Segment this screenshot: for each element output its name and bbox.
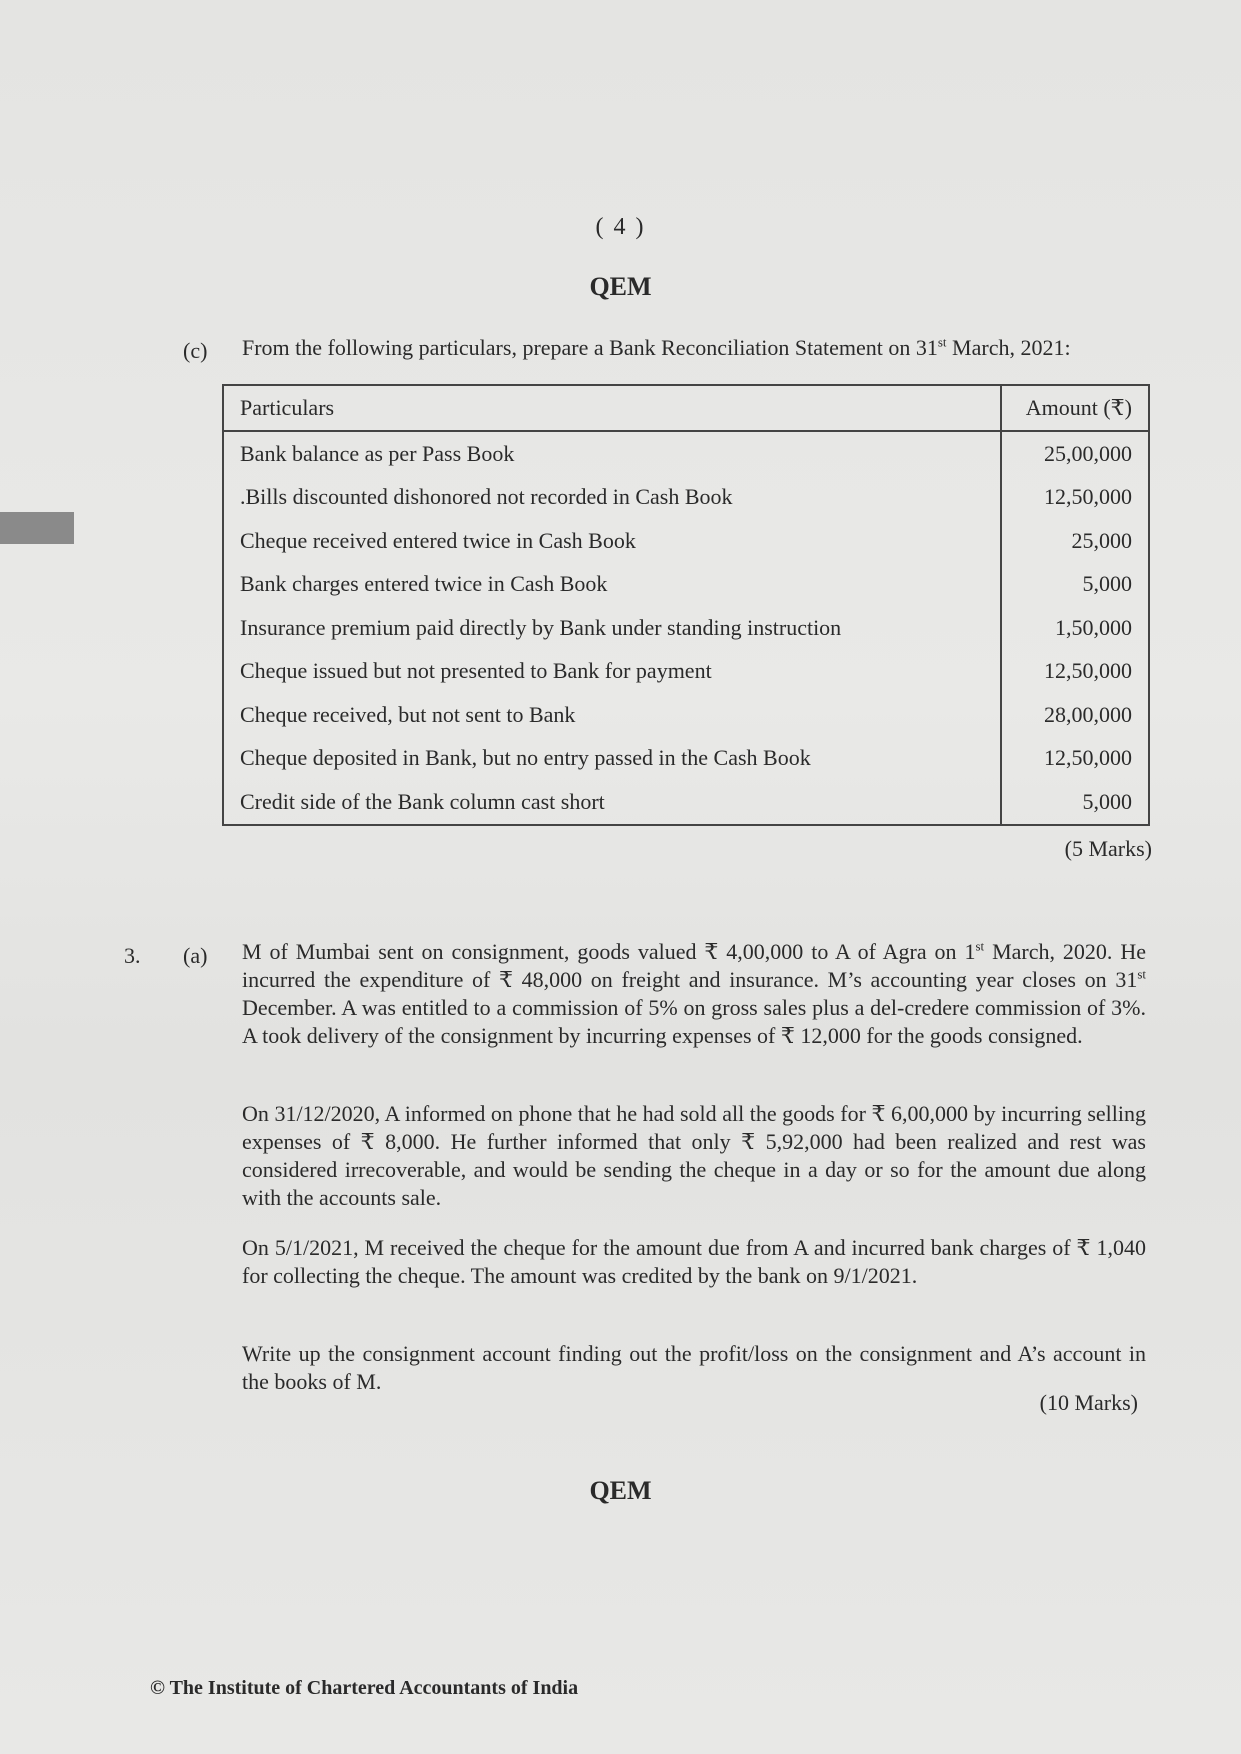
question-2c-intro-sup: st [937, 334, 947, 350]
row-amount: 12,50,000 [1001, 476, 1149, 520]
question-3a-para-1 [242, 938, 1146, 1050]
question-2c-intro [242, 334, 1146, 362]
row-particular: Insurance premium paid directly by Bank under standing instruction [223, 606, 1001, 650]
row-amount: 12,50,000 [1001, 737, 1149, 781]
para-1-sup-2: st [1137, 966, 1146, 982]
row-amount: 12,50,000 [1001, 650, 1149, 694]
bank-reconciliation-table [222, 384, 1150, 826]
row-particular: Cheque issued but not presented to Bank for payment [223, 650, 1001, 694]
row-particular: Bank balance as per Pass Book [223, 431, 1001, 476]
row-particular: .Bills discounted dishonored not recorded in Cash Book [223, 476, 1001, 520]
table-row [223, 737, 1149, 781]
row-particular: Bank charges entered twice in Cash Book [223, 563, 1001, 607]
scan-edge-mark [0, 512, 74, 544]
row-particular: Credit side of the Bank column cast short [223, 780, 1001, 825]
copyright-footer: © The Institute of Chartered Accountants of India [150, 1677, 579, 1699]
row-amount: 25,000 [1001, 519, 1149, 563]
header-particulars: Particulars [223, 385, 1001, 431]
para-1-sup-1: st [975, 938, 985, 954]
question-2c-intro-text: From the following particulars, prepare a Bank Reconciliation Statement on 31 [242, 335, 938, 360]
table-row [223, 563, 1149, 607]
page-number: ( 4 ) [595, 214, 646, 240]
row-amount: 5,000 [1001, 563, 1149, 607]
row-amount: 25,00,000 [1001, 431, 1149, 476]
qem-watermark-top: QEM [589, 272, 652, 301]
table-row [223, 476, 1149, 520]
table-header-row [223, 385, 1149, 431]
question-3a-label: (a) [183, 943, 208, 968]
table-row [223, 431, 1149, 476]
question-3a-para-3: On 5/1/2021, M received the cheque for the amount due from A and incurred bank charges of ₹ 1,040 for collecting the cheque. The amount was credited by the bank on 9/1/2021. [242, 1235, 1146, 1288]
table-row [223, 650, 1149, 694]
question-3-number: 3. [124, 943, 141, 968]
row-amount: 1,50,000 [1001, 606, 1149, 650]
question-2c-marks: (5 Marks) [1064, 836, 1152, 861]
question-2c-label: (c) [183, 338, 208, 363]
question-3a-marks: (10 Marks) [1039, 1390, 1138, 1415]
row-particular: Cheque received, but not sent to Bank [223, 693, 1001, 737]
row-particular: Cheque deposited in Bank, but no entry passed in the Cash Book [223, 737, 1001, 781]
row-amount: 28,00,000 [1001, 693, 1149, 737]
para-1-text-a: M of Mumbai sent on consignment, goods valued ₹ 4,00,000 to A of Agra on 1 [242, 939, 976, 964]
question-3a-para-4: Write up the consignment account finding out the profit/loss on the consignment and A’s account in the books of M. [242, 1341, 1146, 1394]
para-1-text-c: December. A was entitled to a commission of 5% on gross sales plus a del-credere commission of 3%. A took delivery of the consignment by incurring expenses of ₹ 12,000 for the goods consigned. [242, 995, 1146, 1048]
table-row [223, 780, 1149, 825]
para-1-text-b: March, 2020. He incurred the expenditure of ₹ 48,000 on freight and insurance. M’s accounting year closes on 31 [242, 939, 1146, 992]
row-particular: Cheque received entered twice in Cash Book [223, 519, 1001, 563]
question-3a-para-2: On 31/12/2020, A informed on phone that he had sold all the goods for ₹ 6,00,000 by incurring selling expenses of ₹ 8,000. He further informed that only ₹ 5,92,000 had been realized and rest was considered irrecoverable, and would be sending the cheque in a day or so for the amount due along with the accounts sale. [242, 1101, 1146, 1210]
header-amount: Amount (₹) [1001, 385, 1149, 431]
table-row [223, 693, 1149, 737]
question-2c-intro-tail: March, 2021: [946, 335, 1071, 360]
table-row [223, 606, 1149, 650]
row-amount: 5,000 [1001, 780, 1149, 825]
table-row [223, 519, 1149, 563]
qem-watermark-bottom: QEM [589, 1476, 652, 1505]
